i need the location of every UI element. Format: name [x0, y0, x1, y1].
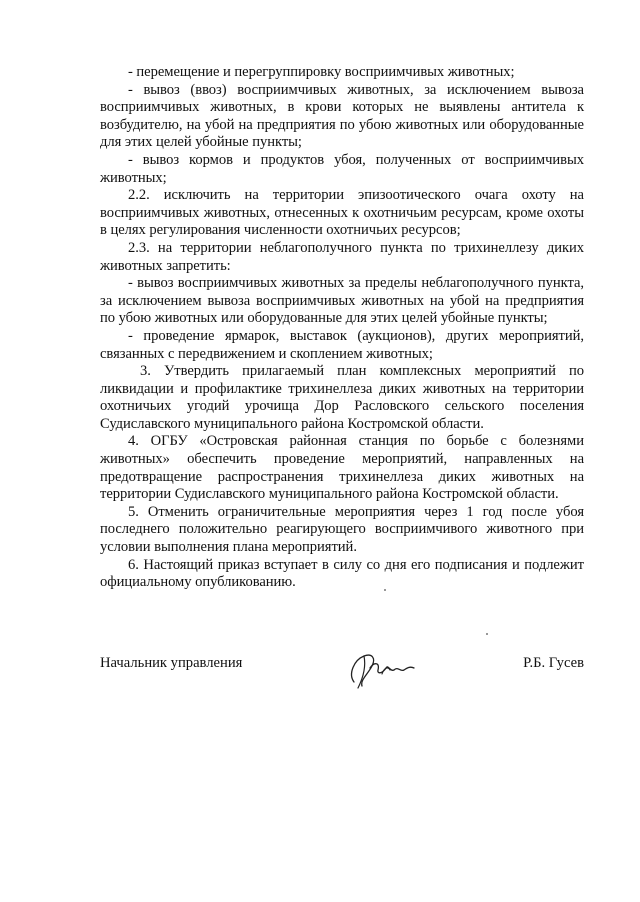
document-body [100, 64, 584, 592]
paragraph-export-import-ban: - вывоз (ввоз) восприимчивых животных, за исключением вывоза восприимчивых животных, в крови которых не выявлены антитела к возбудителю, на убой на предприятия по убою животных или оборудованные для этих целей убойные пункты; [100, 81, 584, 151]
paragraph-feed-export-ban: - вывоз кормов и продуктов убоя, полученных от восприимчивых животных; [100, 151, 584, 186]
signatory-name: Р.Б. Гусев [523, 655, 584, 671]
scan-speck [486, 633, 488, 635]
handwritten-signature [344, 644, 424, 690]
paragraph-cancel-restrictions: 5. Отменить ограничительные мероприятия через 1 год после убоя последнего положительно реагирующего восприимчивого животного при условии выполнения плана мероприятий. [100, 503, 584, 556]
paragraph-station-duties: 4. ОГБУ «Островская районная станция по борьбе с болезнями животных» обеспечить проведение мероприятий, направленных на предотвращение распространения трихинеллеза диких животных на территории Судиславского муниципального района Костромской области. [100, 433, 584, 503]
signature-block [100, 652, 584, 688]
signatory-position: Начальник управления [100, 655, 243, 671]
paragraph-export-outside-ban: - вывоз восприимчивых животных за пределы неблагополучного пункта, за исключением вывоза восприимчивых животных на убой на предприятия по убою животных или оборудованные для этих целей убойные пункты; [100, 275, 584, 327]
paragraph-approve-plan: 3. Утвердить прилагаемый план комплексных мероприятий по ликвидации и профилактике трихинеллеза диких животных на территории охотничьих угодий урочища Дор Расловского сельского поселения Судиславского муниципального района Костромской области. [100, 363, 584, 432]
paragraph-fairs-ban: - проведение ярмарок, выставок (аукционов), других мероприятий, связанных с передвижением и скоплением животных; [100, 327, 584, 362]
paragraph-movement-ban: - перемещение и перегруппировку восприимчивых животных; [128, 64, 515, 80]
paragraph-effective-date: 6. Настоящий приказ вступает в силу со дня его подписания и подлежит официальному опубликованию. [100, 556, 584, 591]
scan-speck [384, 589, 386, 591]
paragraph-restrictions-intro: 2.3. на территории неблагополучного пункта по трихинеллезу диких животных запретить: [100, 239, 584, 274]
paragraph-hunting-ban: 2.2. исключить на территории эпизоотического очага охоту на восприимчивых животных, отнесенных к охотничьим ресурсам, кроме охоты в целях регулирования численности охотничьих ресурсов; [100, 187, 584, 239]
